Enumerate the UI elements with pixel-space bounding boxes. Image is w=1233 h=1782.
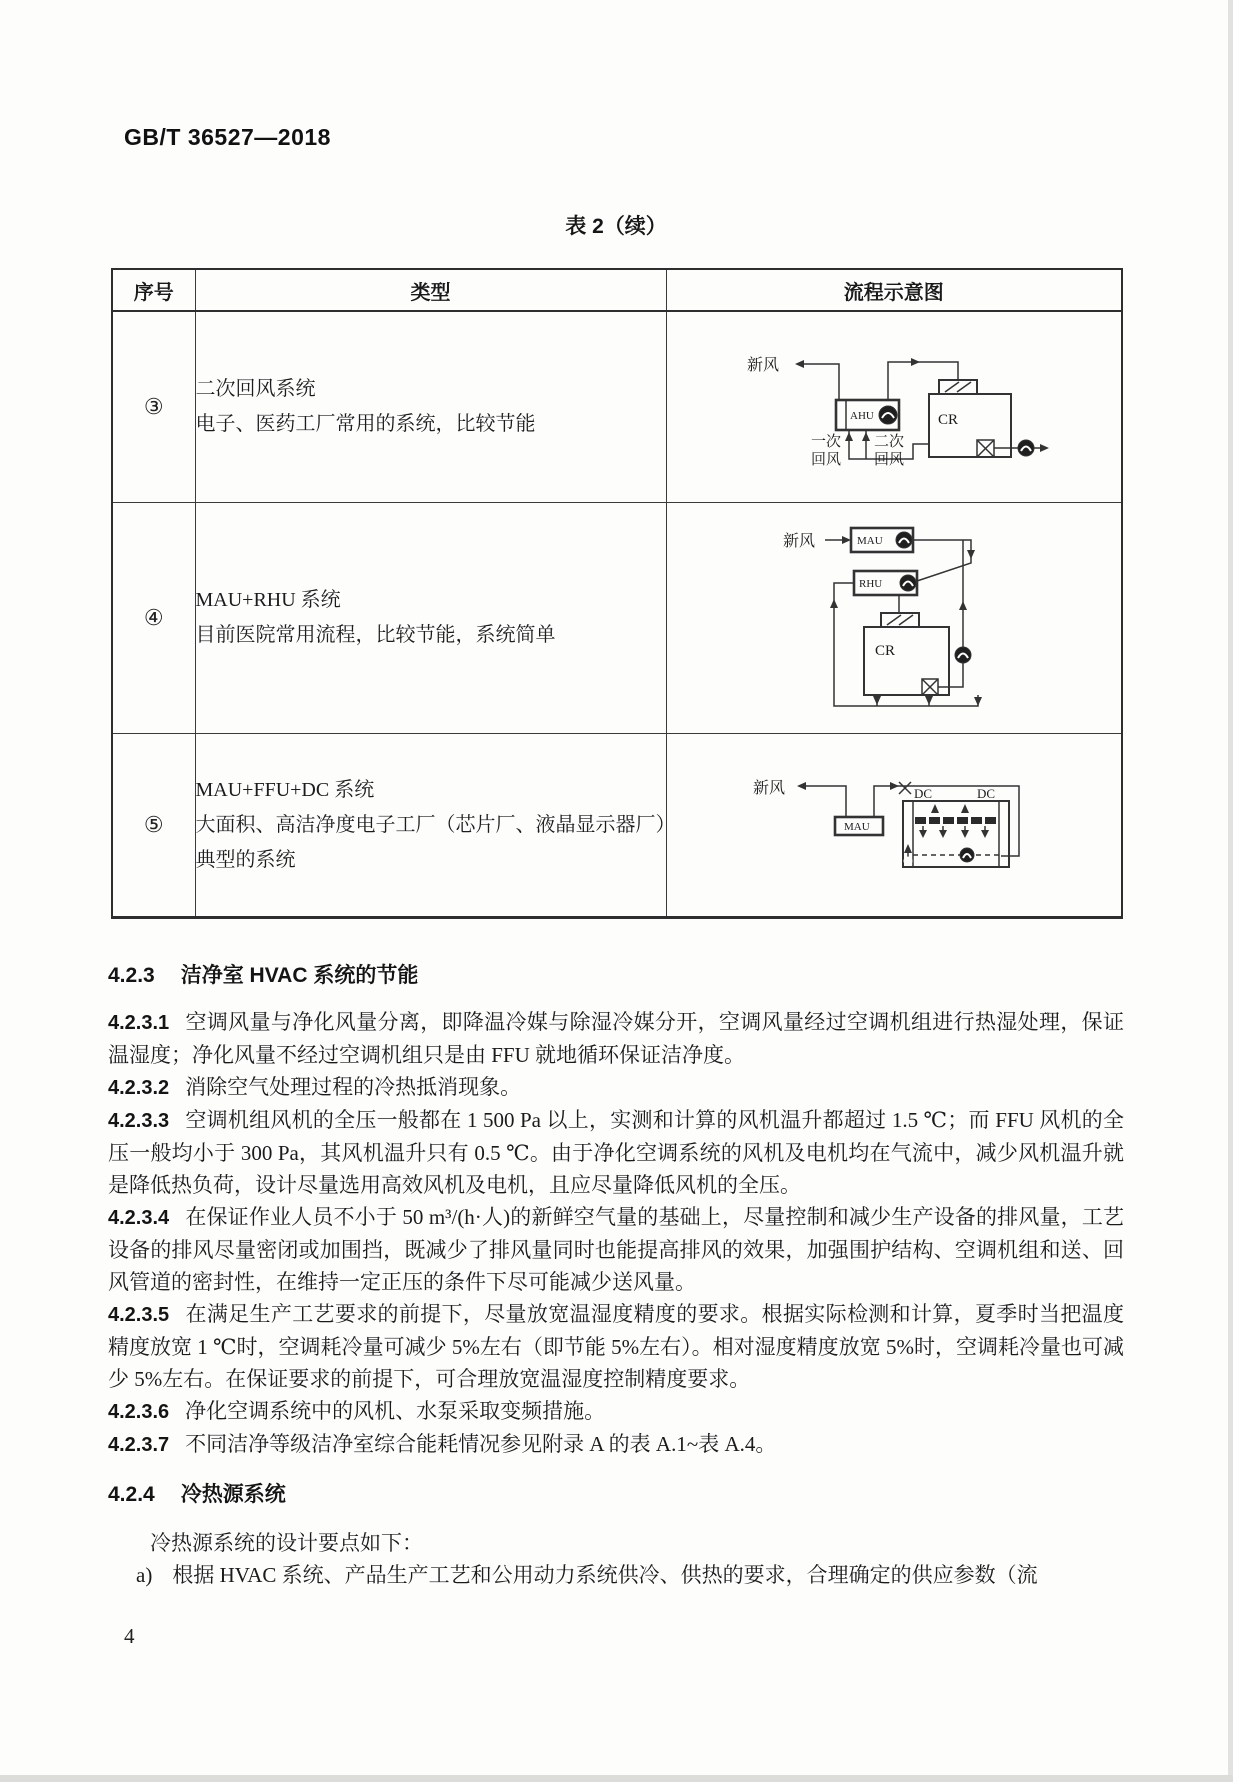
fan-icon: [1018, 440, 1034, 456]
clause-text: 空调机组风机的全压一般都在 1 500 Pa 以上，实测和计算的风机温升都超过 1.5 ℃；而 FFU 风机的全压一般均小于 300 Pa，其风机温升只有 0.5 ℃。由于净化空调系统的风机及电机均在气流中，减少风机温升就是降低热负荷，设计尽量选用高效风机及电机，且应尽量降低风机的全压。: [108, 1108, 1124, 1197]
arrow-down-icon: [974, 697, 982, 706]
arrow-left-icon: [797, 782, 806, 790]
arrow-down-icon: [873, 696, 881, 705]
clause-paragraph: [108, 1298, 1124, 1395]
intro-paragraph: 冷热源系统的设计要点如下：: [150, 1531, 423, 1555]
rhu-label: RHU: [858, 578, 882, 590]
column-header-no: 序号: [112, 269, 195, 311]
table-title: 表 2（续）: [565, 215, 667, 238]
type-cell: [195, 311, 666, 503]
arrow-down-icon: [967, 550, 975, 559]
type-desc: 目前医院常用流程，比较节能，系统简单: [195, 624, 556, 646]
secondary-return-label: 回风: [873, 452, 904, 468]
fresh-air-label: 新风: [746, 357, 779, 374]
arrow-up-icon: [931, 804, 939, 813]
dc-coil-label: DC: [976, 786, 995, 801]
flow-diagram-mau-ffu-dc: [667, 734, 1123, 916]
ahu-label: AHU: [849, 410, 874, 422]
table-header-row: [112, 269, 1122, 311]
scan-edge: [0, 1775, 1233, 1782]
diagram-cell: [666, 734, 1122, 918]
downflow-arrows: [919, 826, 989, 838]
clause-number: 4.2.3.2: [108, 1077, 170, 1099]
fan-icon: [955, 647, 971, 663]
clause-paragraph: [108, 1104, 1124, 1201]
clause-heading-4-2-4: [108, 1479, 1124, 1511]
type-title: 二次回风系统: [195, 378, 316, 400]
diagram-cell: [666, 311, 1122, 503]
arrow-down-icon: [925, 696, 933, 705]
clause-number: 4.2.3.5: [108, 1304, 170, 1326]
dc-coil-label: DC: [913, 786, 932, 801]
arrow-right-icon: [890, 782, 899, 790]
clause-number: 4.2.3.6: [108, 1401, 170, 1423]
type-desc: 大面积、高洁净度电子工厂（芯片厂、液晶显示器厂）典型的系统: [195, 813, 666, 871]
table-row: [112, 734, 1122, 918]
clause-text: 空调风量与净化风量分离，即降温冷媒与除湿冷媒分开，空调风量经过空调机组进行热湿处理，保证温湿度；净化风量不经过空调机组只是由 FFU 就地循环保证洁净度。: [108, 1010, 1124, 1067]
arrow-up-icon: [862, 432, 870, 441]
arrow-up-icon: [959, 601, 967, 610]
column-header-diagram: 流程示意图: [666, 269, 1122, 311]
arrow-up-icon: [830, 599, 838, 608]
clause-number: 4.2.3.3: [108, 1110, 170, 1132]
page-number: 4: [124, 1624, 135, 1648]
clause-heading-4-2-3: [108, 960, 1124, 992]
arrow-up-icon: [845, 432, 853, 441]
arrow-left-icon: [795, 360, 804, 368]
type-title: MAU+FFU+DC 系统: [195, 778, 375, 801]
arrow-right-icon: [911, 358, 920, 366]
fresh-air-label: 新风: [752, 780, 785, 797]
list-item-label: a): [136, 1563, 153, 1587]
system-type-table: [111, 268, 1123, 919]
mau-label: MAU: [843, 821, 870, 833]
list-item-a: [108, 1559, 1124, 1591]
row-number: ⑤: [112, 734, 195, 918]
flow-diagram-mau-rhu: [667, 503, 1123, 733]
primary-return-label: 一次: [810, 434, 841, 450]
table-row: [112, 311, 1122, 503]
clause-number: 4.2.3.4: [108, 1207, 170, 1229]
body-text: [108, 960, 1124, 1591]
fan-icon: [903, 857, 912, 866]
column-header-type: 类型: [195, 269, 666, 311]
diagram-cell: [666, 503, 1122, 734]
clause-title: 洁净室 HVAC 系统的节能: [180, 964, 419, 987]
clause-text: 消除空气处理过程的冷热抵消现象。: [185, 1075, 522, 1099]
clause-number: 4.2.3.7: [108, 1434, 170, 1456]
clause-number: 4.2.3: [108, 964, 155, 987]
fan-icon: [879, 406, 897, 424]
mau-label: MAU: [856, 535, 883, 547]
arrow-up-icon: [961, 804, 969, 813]
clause-number: 4.2.4: [108, 1483, 155, 1506]
flow-diagram-secondary-return: [667, 312, 1123, 502]
type-desc: 电子、医药工厂常用的系统，比较节能: [195, 413, 536, 435]
list-item-text: 根据 HVAC 系统、产品生产工艺和公用动力系统供冷、供热的要求，合理确定的供应参数（流: [172, 1563, 1038, 1587]
clause-paragraph: [108, 1428, 1124, 1461]
table-row: [112, 503, 1122, 734]
clause-paragraph: [108, 1201, 1124, 1298]
clause-text: 在满足生产工艺要求的前提下，尽量放宽温湿度精度的要求。根据实际检测和计算，夏季时当把温度精度放宽 1 ℃时，空调耗冷量可减少 5%左右（即节能 5%左右）。相对湿度精度放宽 5%时，空调耗冷量也可减少 5%左右。在保证要求的前提下，可合理放宽温湿度控制精度要求。: [108, 1302, 1124, 1391]
secondary-return-label: 二次: [873, 434, 904, 450]
clause-title: 冷热源系统: [180, 1483, 286, 1506]
cleanroom-label: CR: [937, 412, 958, 428]
fresh-air-label: 新风: [782, 533, 815, 550]
clause-paragraph: [108, 1395, 1124, 1428]
clause-paragraph: [108, 1071, 1124, 1104]
cleanroom-label: CR: [874, 643, 895, 659]
ffu-row-icon: [915, 817, 996, 824]
clause-text: 净化空调系统中的风机、水泵采取变频措施。: [185, 1399, 606, 1423]
doc-number: GB/T 36527—2018: [124, 124, 331, 150]
arrow-right-icon: [1040, 444, 1049, 452]
scan-edge: [1228, 0, 1233, 1782]
cleanroom-box: [864, 627, 949, 695]
clause-paragraph: [108, 1006, 1124, 1071]
type-cell: [195, 503, 666, 734]
fan-icon: [900, 575, 916, 591]
row-number: ④: [112, 503, 195, 734]
cleanroom-box: [903, 801, 1009, 867]
row-number: ③: [112, 311, 195, 503]
primary-return-label: 回风: [810, 452, 841, 468]
type-cell: [195, 734, 666, 918]
arrow-right-icon: [842, 536, 851, 544]
type-title: MAU+RHU 系统: [195, 589, 341, 611]
clause-text: 不同洁净等级洁净室综合能耗情况参见附录 A 的表 A.1~表 A.4。: [185, 1432, 777, 1456]
arrow-up-icon: [904, 844, 912, 853]
clause-text: 在保证作业人员不小于 50 m³/(h·人)的新鲜空气量的基础上，尽量控制和减少生产设备的排风量，工艺设备的排风尽量密闭或加围挡，既减少了排风量同时也能提高排风的效果，加强围护结构、空调机组和送、回风管道的密封性，在维持一定正压的条件下尽可能减少送风量。: [108, 1205, 1124, 1294]
clause-number: 4.2.3.1: [108, 1012, 170, 1034]
fan-icon: [896, 532, 912, 548]
